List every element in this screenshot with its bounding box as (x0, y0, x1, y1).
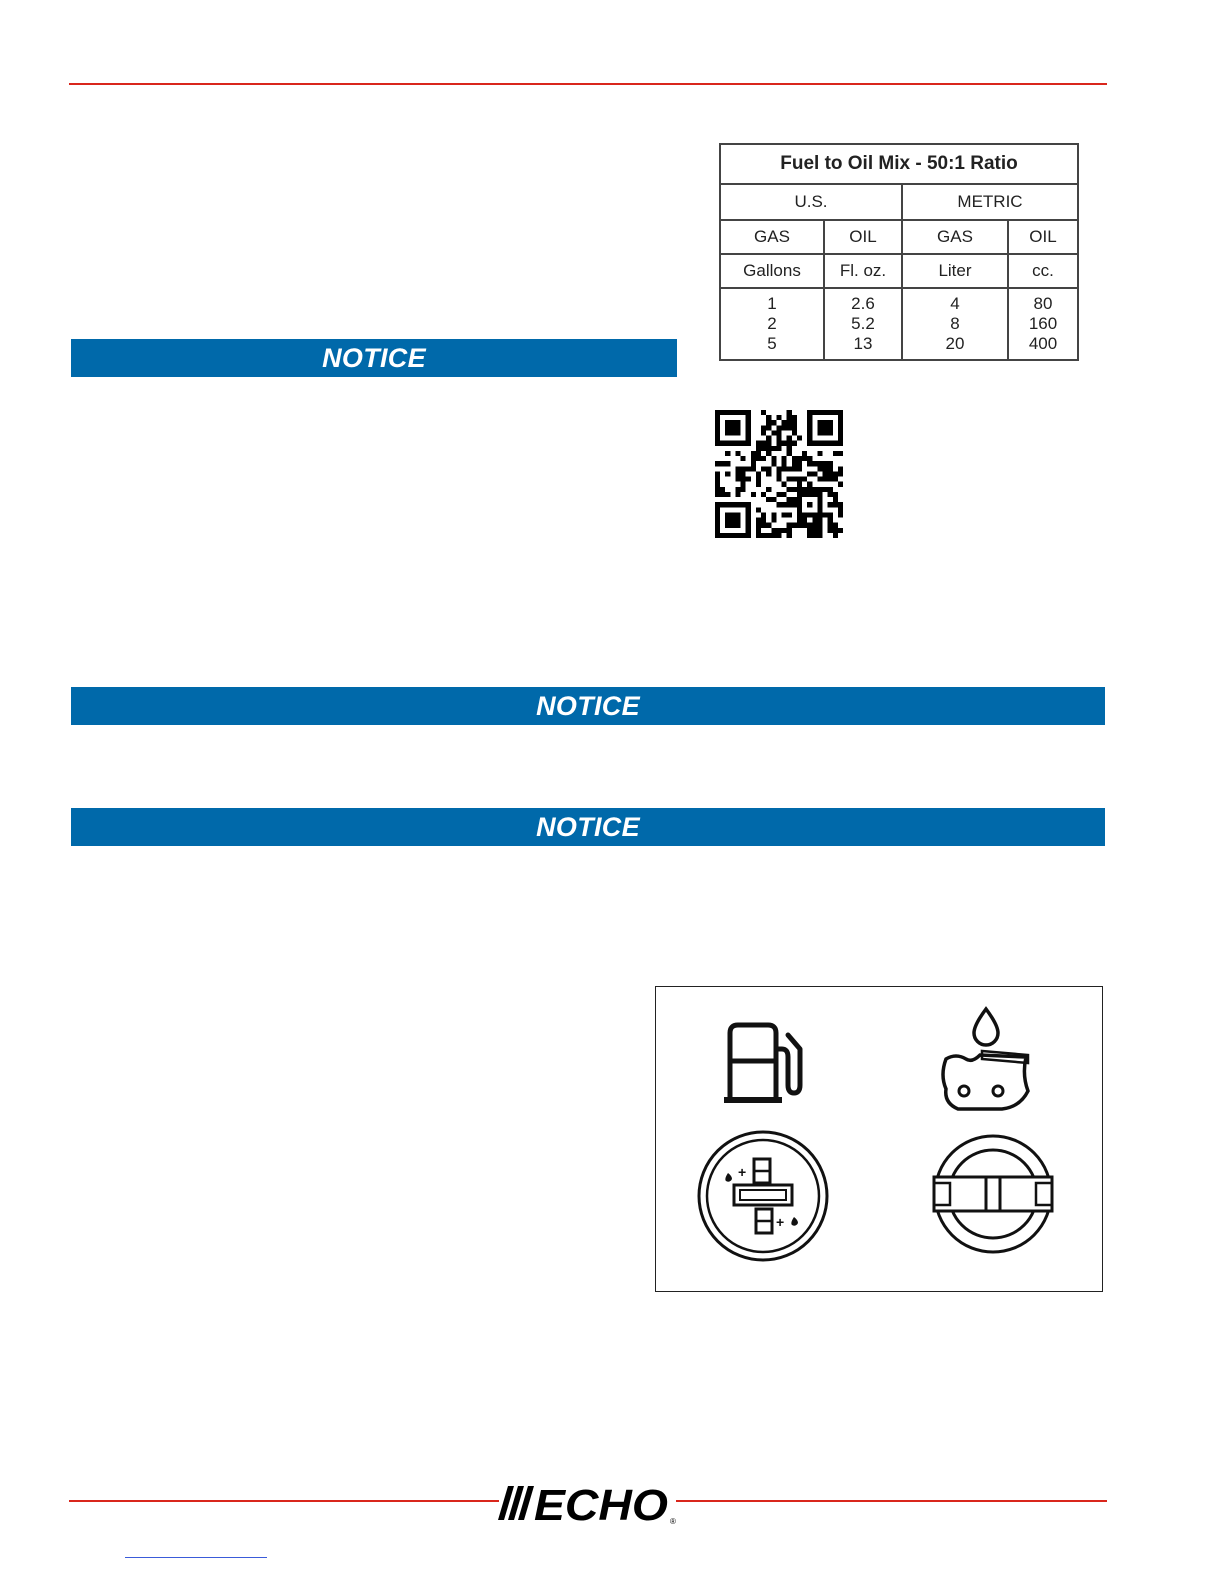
svg-text:+: + (738, 1164, 747, 1180)
notice-banner (71, 339, 677, 377)
notice-banner (71, 687, 1105, 725)
column-header: GAS (720, 220, 824, 254)
notice-label: NOTICE (536, 811, 640, 842)
cap-icons-panel (655, 986, 1103, 1292)
notice-label: NOTICE (536, 690, 640, 721)
values-us-oil (824, 288, 902, 360)
table-cell: 400 (1028, 334, 1058, 353)
notice-banner (71, 808, 1105, 846)
notice-label: NOTICE (322, 342, 426, 373)
table-cell: 160 (1028, 314, 1058, 333)
svg-text:+: + (776, 1214, 785, 1230)
table-cell: 20 (945, 334, 965, 353)
table-title: Fuel to Oil Mix - 50:1 Ratio (720, 144, 1078, 184)
values-metric-gas (902, 288, 1008, 360)
unit-label: Gallons (720, 254, 824, 288)
table-cell: 4 (950, 294, 960, 313)
table-cell: 5 (767, 334, 777, 353)
qr-code[interactable] (715, 410, 843, 538)
header-rule (69, 83, 1107, 85)
fuel-oil-mix-table (719, 143, 1079, 361)
values-us-gas (720, 288, 824, 360)
footer-link-underline[interactable] (125, 1557, 267, 1558)
group-metric: METRIC (902, 184, 1078, 220)
registered-mark: ® (670, 1517, 676, 1526)
table-cell: 13 (853, 334, 873, 353)
unit-label: cc. (1008, 254, 1078, 288)
bar-chain-oil-icon (936, 1005, 1036, 1115)
table-cell: 2 (767, 314, 777, 333)
values-metric-oil (1008, 288, 1078, 360)
column-header: OIL (824, 220, 902, 254)
column-header: GAS (902, 220, 1008, 254)
unit-label: Liter (902, 254, 1008, 288)
tank-cap-icon (932, 1133, 1054, 1255)
column-header: OIL (1008, 220, 1078, 254)
echo-logo (498, 1480, 682, 1526)
group-us: U.S. (720, 184, 902, 220)
footer-rule-right (676, 1500, 1107, 1502)
combination-cap-icon (696, 1129, 830, 1263)
logo-text: ECHO (534, 1481, 668, 1526)
unit-label: Fl. oz. (824, 254, 902, 288)
fuel-pump-icon (722, 1019, 806, 1105)
footer-rule-left (69, 1500, 499, 1502)
table-cell: 80 (1033, 294, 1053, 313)
table-cell: 2.6 (851, 294, 875, 313)
table-cell: 1 (767, 294, 777, 313)
table-cell: 5.2 (851, 314, 875, 333)
table-cell: 8 (950, 314, 960, 333)
